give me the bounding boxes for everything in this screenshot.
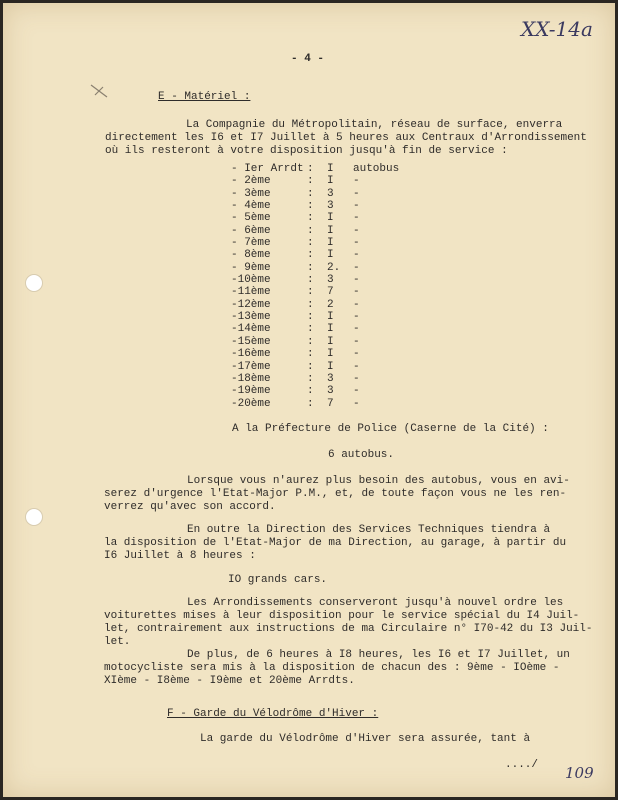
handwritten-reference: XX-14a [521, 17, 593, 41]
autobus-count-cell: 2 [327, 298, 334, 311]
para3-line-3: I6 Juillet à 8 heures : [104, 550, 256, 562]
table-row [231, 299, 413, 311]
para2-line-1: Lorsque vous n'aurez plus besoin des autobus, vous en avi- [187, 475, 570, 487]
autobus-allocation-table [231, 163, 413, 410]
unit-cell: autobus [353, 163, 400, 175]
table-row [231, 212, 413, 224]
separator-cell: : [307, 311, 314, 324]
table-row [231, 237, 413, 249]
autobus-count-cell: I [327, 249, 334, 262]
arrondissement-cell: -10ème [231, 274, 271, 287]
unit-cell: - [353, 224, 360, 237]
autobus-count-cell: I [327, 348, 334, 361]
separator-cell: : [307, 397, 314, 410]
separator-cell: : [307, 200, 314, 213]
section-f-line-1: La garde du Vélodrôme d'Hiver sera assurée, tant à [200, 733, 531, 745]
table-row [231, 249, 413, 261]
para3-line-2: la disposition de l'Etat-Major de ma Direction, au garage, à partir du [104, 537, 567, 549]
prefecture-line: A la Préfecture de Police (Caserne de la Cité) : [232, 423, 549, 435]
unit-cell: - [353, 200, 360, 213]
unit-cell: - [353, 311, 360, 324]
para2-line-2: serez d'urgence l'Etat-Major P.M., et, de toute façon vous ne les ren- [104, 488, 567, 500]
para5-line-1: De plus, de 6 heures à I8 heures, les I6 et I7 Juillet, un [187, 649, 570, 661]
arrondissement-cell: - 8ème [231, 249, 271, 262]
intro-line-3: où ils resteront à votre disposition jusqu'à fin de service : [105, 145, 508, 157]
unit-cell: - [353, 261, 360, 274]
autobus-count-cell: 7 [327, 286, 334, 299]
autobus-count-cell: I [327, 323, 334, 336]
prefecture-count: 6 autobus. [328, 449, 395, 461]
intro-line-2: directement les I6 et I7 Juillet à 5 heures aux Centraux d'Arrondissement [105, 132, 587, 144]
autobus-count-cell: 2. [327, 261, 341, 274]
unit-cell: - [353, 335, 360, 348]
arrondissement-cell: - 7ème [231, 237, 271, 250]
table-row [231, 361, 413, 373]
para4-line-2: voiturettes mises à leur disposition pour le service spécial du I4 Juil- [104, 610, 580, 622]
arrondissement-cell: -18ème [231, 372, 271, 385]
autobus-count-cell: I [327, 311, 334, 324]
table-row [231, 225, 413, 237]
separator-cell: : [307, 323, 314, 336]
para4-line-4: let. [104, 636, 131, 648]
unit-cell: - [353, 385, 360, 398]
arrondissement-cell: - 4ème [231, 200, 271, 213]
arrondissement-cell: -13ème [231, 311, 271, 324]
table-row [231, 262, 413, 274]
pencil-mark-icon [89, 81, 109, 101]
punch-hole-bottom [25, 508, 43, 526]
separator-cell: : [307, 224, 314, 237]
table-row [231, 286, 413, 298]
autobus-count-cell: I [327, 360, 334, 373]
unit-cell: - [353, 323, 360, 336]
document-page [3, 3, 615, 797]
autobus-count-cell: 7 [327, 397, 334, 410]
separator-cell: : [307, 385, 314, 398]
unit-cell: - [353, 298, 360, 311]
unit-cell: - [353, 274, 360, 287]
unit-cell: - [353, 175, 360, 188]
arrondissement-cell: -20ème [231, 397, 271, 410]
arrondissement-cell: - 2ème [231, 175, 271, 188]
separator-cell: : [307, 163, 314, 175]
separator-cell: : [307, 360, 314, 373]
para2-line-3: verrez qu'avec son accord. [104, 501, 276, 513]
para3-line-1: En outre la Direction des Services Techniques tiendra à [187, 524, 551, 536]
continued-mark: ..../ [505, 759, 539, 771]
arrondissement-cell: - 5ème [231, 212, 271, 225]
autobus-count-cell: I [327, 335, 334, 348]
table-row [231, 385, 413, 397]
unit-cell: - [353, 372, 360, 385]
unit-cell: - [353, 237, 360, 250]
separator-cell: : [307, 348, 314, 361]
arrondissement-cell: - 9ème [231, 261, 271, 274]
unit-cell: - [353, 212, 360, 225]
table-row [231, 336, 413, 348]
unit-cell: - [353, 397, 360, 410]
table-row [231, 373, 413, 385]
page-header-mark: - 4 - [291, 53, 325, 65]
arrondissement-cell: - 3ème [231, 187, 271, 200]
arrondissement-cell: -12ème [231, 298, 271, 311]
arrondissement-cell: -19ème [231, 385, 271, 398]
para5-line-3: XIème - I8ème - I9ème et 20ème Arrdts. [104, 675, 355, 687]
arrondissement-cell: -15ème [231, 335, 271, 348]
autobus-count-cell: I [327, 163, 334, 175]
unit-cell: - [353, 187, 360, 200]
autobus-count-cell: 3 [327, 200, 334, 213]
unit-cell: - [353, 348, 360, 361]
para4-line-1: Les Arrondissements conserveront jusqu'à nouvel ordre les [187, 597, 564, 609]
arrondissement-cell: -14ème [231, 323, 271, 336]
unit-cell: - [353, 286, 360, 299]
table-row [231, 175, 413, 187]
separator-cell: : [307, 261, 314, 274]
table-row [231, 398, 413, 410]
arrondissement-cell: - 6ème [231, 224, 271, 237]
separator-cell: : [307, 335, 314, 348]
autobus-count-cell: I [327, 237, 334, 250]
table-row [231, 274, 413, 286]
arrondissement-cell: -16ème [231, 348, 271, 361]
arrondissement-cell: -11ème [231, 286, 271, 299]
section-f-title: F - Garde du Vélodrôme d'Hiver : [167, 708, 379, 720]
autobus-count-cell: 3 [327, 187, 334, 200]
separator-cell: : [307, 286, 314, 299]
autobus-count-cell: 3 [327, 385, 334, 398]
section-e-title: E - Matériel : [158, 91, 251, 103]
arrondissement-cell: -17ème [231, 360, 271, 373]
para4-line-3: let, contrairement aux instructions de ma Circulaire n° I70-42 du I3 Juil- [104, 623, 593, 635]
handwritten-page-number: 109 [565, 764, 594, 782]
separator-cell: : [307, 372, 314, 385]
unit-cell: - [353, 360, 360, 373]
unit-cell: - [353, 249, 360, 262]
separator-cell: : [307, 212, 314, 225]
table-row [231, 348, 413, 360]
autobus-count-cell: I [327, 212, 334, 225]
intro-line-1: La Compagnie du Métropolitain, réseau de surface, enverra [186, 119, 563, 131]
autobus-count-cell: I [327, 224, 334, 237]
separator-cell: : [307, 187, 314, 200]
table-row [231, 200, 413, 212]
arrondissement-cell: - Ier Arrdt [231, 163, 304, 175]
separator-cell: : [307, 175, 314, 188]
table-row [231, 311, 413, 323]
separator-cell: : [307, 249, 314, 262]
cars-count: IO grands cars. [228, 574, 328, 586]
separator-cell: : [307, 237, 314, 250]
table-row [231, 188, 413, 200]
separator-cell: : [307, 274, 314, 287]
autobus-count-cell: 3 [327, 274, 334, 287]
table-row [231, 323, 413, 335]
table-row [231, 163, 413, 175]
autobus-count-cell: I [327, 175, 334, 188]
separator-cell: : [307, 298, 314, 311]
punch-hole-top [25, 274, 43, 292]
autobus-count-cell: 3 [327, 372, 334, 385]
para5-line-2: motocycliste sera mis à la disposition de chacun des : 9ème - IOème - [104, 662, 560, 674]
